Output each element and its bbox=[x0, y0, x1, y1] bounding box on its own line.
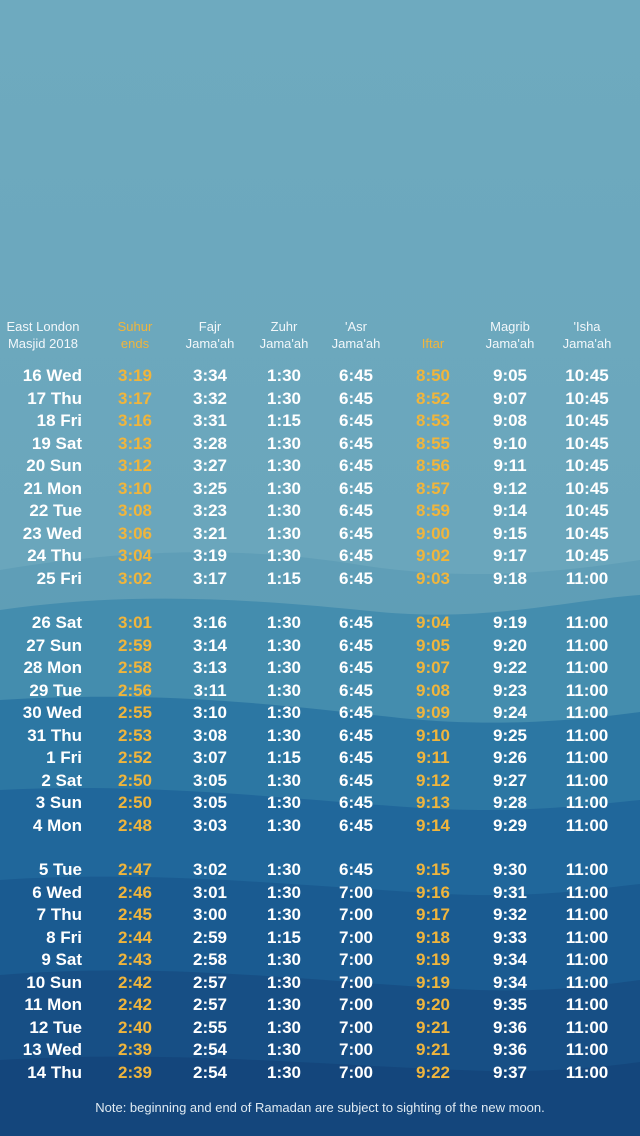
row-asr-time: 6:45 bbox=[338, 680, 374, 700]
row-iftar-time: 8:59 bbox=[415, 501, 451, 520]
row-magrib-time: 9:26 bbox=[492, 748, 528, 767]
column-header-asr-line1: 'Asr bbox=[345, 319, 367, 334]
row-suhur-time: 2:47 bbox=[117, 860, 153, 879]
row-asr-time: 6:45 bbox=[338, 501, 374, 520]
row-fajr-time: 3:03 bbox=[192, 815, 228, 835]
row-iftar-time: 9:19 bbox=[415, 972, 451, 992]
row-asr-time: 7:00 bbox=[338, 927, 374, 947]
row-fajr-time: 2:59 bbox=[192, 927, 228, 947]
row-fajr-time: 3:08 bbox=[192, 725, 228, 745]
row-iftar-time: 9:20 bbox=[415, 995, 451, 1014]
row-zuhr-time: 1:30 bbox=[266, 366, 302, 385]
row-suhur-time: 2:48 bbox=[117, 815, 153, 835]
row-iftar-time: 9:16 bbox=[415, 882, 451, 902]
row-date: 27 Sun bbox=[26, 635, 82, 655]
column-header-zuhr-line2: Jama'ah bbox=[259, 336, 309, 351]
row-zuhr-time: 1:30 bbox=[266, 613, 302, 632]
column-header-asr bbox=[316, 318, 396, 352]
row-fajr-time: 2:54 bbox=[192, 1040, 228, 1059]
column-header-isha bbox=[547, 318, 627, 352]
row-fajr-time: 3:25 bbox=[192, 478, 228, 498]
row-suhur-time: 2:42 bbox=[117, 995, 153, 1014]
row-zuhr-time: 1:30 bbox=[266, 433, 302, 453]
row-suhur-time: 3:12 bbox=[117, 456, 153, 475]
row-fajr-time: 3:31 bbox=[192, 411, 228, 430]
row-isha-time: 11:00 bbox=[565, 815, 609, 835]
row-magrib-time: 9:27 bbox=[492, 770, 528, 790]
column-header-zuhr bbox=[244, 318, 324, 352]
row-iftar-time: 9:11 bbox=[416, 748, 450, 767]
row-suhur-time: 2:50 bbox=[117, 770, 153, 790]
column-header-suhur-line1: Suhur bbox=[117, 319, 153, 334]
row-date: 28 Mon bbox=[23, 658, 82, 677]
row-asr-time: 7:00 bbox=[338, 972, 374, 992]
row-magrib-time: 9:34 bbox=[492, 972, 528, 992]
row-magrib-time: 9:05 bbox=[492, 366, 528, 385]
row-zuhr-time: 1:30 bbox=[266, 1017, 302, 1037]
row-zuhr-time: 1:30 bbox=[266, 1040, 302, 1059]
row-suhur-time: 3:02 bbox=[117, 568, 153, 588]
row-asr-time: 7:00 bbox=[338, 995, 374, 1014]
row-zuhr-time: 1:30 bbox=[266, 680, 302, 700]
row-date: 7 Thu bbox=[36, 905, 82, 924]
row-date: 26 Sat bbox=[31, 613, 82, 632]
row-fajr-time: 3:23 bbox=[192, 501, 228, 520]
row-iftar-time: 9:05 bbox=[415, 635, 451, 655]
row-magrib-time: 9:07 bbox=[492, 388, 528, 408]
row-suhur-time: 3:17 bbox=[117, 388, 153, 408]
row-zuhr-time: 1:30 bbox=[266, 456, 302, 475]
row-zuhr-time: 1:15 bbox=[266, 411, 302, 430]
row-fajr-time: 3:01 bbox=[192, 882, 228, 902]
row-iftar-time: 9:09 bbox=[415, 703, 451, 722]
row-date: 23 Wed bbox=[22, 523, 82, 543]
row-isha-time: 11:00 bbox=[565, 1017, 609, 1037]
row-fajr-time: 3:17 bbox=[192, 568, 228, 588]
row-date: 13 Wed bbox=[22, 1040, 82, 1059]
row-iftar-time: 8:57 bbox=[415, 478, 451, 498]
row-magrib-time: 9:11 bbox=[493, 456, 527, 475]
row-asr-time: 6:45 bbox=[338, 635, 374, 655]
row-zuhr-time: 1:15 bbox=[266, 748, 302, 767]
row-magrib-time: 9:36 bbox=[492, 1017, 528, 1037]
row-fajr-time: 2:54 bbox=[192, 1062, 228, 1082]
row-asr-time: 6:45 bbox=[338, 411, 374, 430]
row-asr-time: 6:45 bbox=[338, 748, 374, 767]
row-isha-time: 11:00 bbox=[565, 860, 609, 879]
column-header-iftar-line2: Iftar bbox=[421, 336, 445, 351]
row-fajr-time: 2:55 bbox=[192, 1017, 228, 1037]
row-zuhr-time: 1:30 bbox=[266, 478, 302, 498]
row-fajr-time: 2:57 bbox=[192, 995, 228, 1014]
row-iftar-time: 8:53 bbox=[415, 411, 451, 430]
row-suhur-time: 2:55 bbox=[117, 703, 153, 722]
row-fajr-time: 3:34 bbox=[192, 366, 228, 385]
row-iftar-time: 9:08 bbox=[415, 680, 451, 700]
row-magrib-time: 9:19 bbox=[492, 613, 528, 632]
row-isha-time: 10:45 bbox=[565, 388, 609, 408]
row-fajr-time: 3:27 bbox=[192, 456, 228, 475]
row-asr-time: 6:45 bbox=[338, 613, 374, 632]
row-isha-time: 11:00 bbox=[565, 950, 609, 969]
row-asr-time: 6:45 bbox=[338, 860, 374, 879]
row-isha-time: 11:00 bbox=[565, 927, 609, 947]
row-suhur-time: 2:53 bbox=[117, 725, 153, 745]
row-magrib-time: 9:33 bbox=[492, 927, 528, 947]
row-date: 19 Sat bbox=[31, 433, 82, 453]
row-fajr-time: 3:10 bbox=[192, 703, 228, 722]
row-suhur-time: 3:13 bbox=[117, 433, 153, 453]
column-header-asr-line2: Jama'ah bbox=[331, 336, 381, 351]
row-asr-time: 7:00 bbox=[338, 905, 374, 924]
row-iftar-time: 9:02 bbox=[415, 546, 451, 565]
column-header-isha-line2: Jama'ah bbox=[562, 336, 612, 351]
row-zuhr-time: 1:30 bbox=[266, 815, 302, 835]
row-suhur-time: 2:50 bbox=[117, 793, 153, 812]
row-magrib-time: 9:37 bbox=[492, 1062, 528, 1082]
row-suhur-time: 2:52 bbox=[117, 748, 153, 767]
row-suhur-time: 3:10 bbox=[117, 478, 153, 498]
row-date: 17 Thu bbox=[27, 388, 82, 408]
row-zuhr-time: 1:30 bbox=[266, 635, 302, 655]
row-asr-time: 6:45 bbox=[338, 366, 374, 385]
row-suhur-time: 2:42 bbox=[117, 972, 153, 992]
row-zuhr-time: 1:30 bbox=[266, 658, 302, 677]
row-suhur-time: 3:01 bbox=[117, 613, 153, 632]
row-zuhr-time: 1:30 bbox=[266, 793, 302, 812]
row-asr-time: 6:45 bbox=[338, 523, 374, 543]
row-magrib-time: 9:18 bbox=[492, 568, 528, 588]
row-date: 20 Sun bbox=[26, 456, 82, 475]
row-asr-time: 6:45 bbox=[338, 433, 374, 453]
row-magrib-time: 9:29 bbox=[492, 815, 528, 835]
row-asr-time: 6:45 bbox=[338, 478, 374, 498]
row-asr-time: 6:45 bbox=[338, 815, 374, 835]
row-isha-time: 10:45 bbox=[565, 433, 609, 453]
row-zuhr-time: 1:30 bbox=[266, 523, 302, 543]
row-magrib-time: 9:34 bbox=[492, 950, 528, 969]
row-asr-time: 6:45 bbox=[338, 658, 374, 677]
column-header-isha-line1: 'Isha bbox=[573, 319, 601, 334]
row-fajr-time: 3:05 bbox=[192, 770, 228, 790]
row-suhur-time: 2:46 bbox=[117, 882, 153, 902]
row-magrib-time: 9:25 bbox=[492, 725, 528, 745]
row-fajr-time: 3:14 bbox=[192, 635, 228, 655]
row-fajr-time: 3:32 bbox=[192, 388, 228, 408]
row-asr-time: 7:00 bbox=[338, 1040, 374, 1059]
row-magrib-time: 9:23 bbox=[492, 680, 528, 700]
row-magrib-time: 9:08 bbox=[492, 411, 528, 430]
row-isha-time: 11:00 bbox=[565, 725, 609, 745]
row-magrib-time: 9:32 bbox=[492, 905, 528, 924]
row-date: 11 Mon bbox=[24, 995, 82, 1014]
row-zuhr-time: 1:30 bbox=[266, 501, 302, 520]
row-suhur-time: 2:40 bbox=[117, 1017, 153, 1037]
row-date: 9 Sat bbox=[41, 950, 82, 969]
row-date: 18 Fri bbox=[36, 411, 82, 430]
row-suhur-time: 2:39 bbox=[117, 1040, 153, 1059]
masjid-title-line2: Masjid 2018 bbox=[7, 336, 79, 351]
row-asr-time: 6:45 bbox=[338, 568, 374, 588]
row-magrib-time: 9:14 bbox=[492, 501, 528, 520]
row-date: 6 Wed bbox=[32, 882, 82, 902]
row-isha-time: 10:45 bbox=[565, 366, 609, 385]
column-header-fajr bbox=[170, 318, 250, 352]
row-fajr-time: 3:11 bbox=[193, 680, 227, 700]
row-suhur-time: 3:08 bbox=[117, 501, 153, 520]
row-asr-time: 7:00 bbox=[338, 1062, 374, 1082]
row-magrib-time: 9:20 bbox=[492, 635, 528, 655]
row-date: 8 Fri bbox=[46, 927, 82, 947]
row-isha-time: 10:45 bbox=[565, 456, 609, 475]
row-date: 30 Wed bbox=[22, 703, 82, 722]
row-isha-time: 11:00 bbox=[565, 972, 609, 992]
row-zuhr-time: 1:30 bbox=[266, 995, 302, 1014]
column-header-iftar bbox=[393, 318, 473, 352]
row-date: 12 Tue bbox=[29, 1017, 82, 1037]
row-zuhr-time: 1:30 bbox=[266, 725, 302, 745]
row-asr-time: 6:45 bbox=[338, 388, 374, 408]
row-fajr-time: 3:00 bbox=[192, 905, 228, 924]
row-iftar-time: 9:12 bbox=[415, 770, 451, 790]
row-fajr-time: 3:05 bbox=[192, 793, 228, 812]
row-isha-time: 11:00 bbox=[565, 995, 609, 1014]
row-iftar-time: 9:21 bbox=[415, 1017, 451, 1037]
row-iftar-time: 9:14 bbox=[415, 815, 451, 835]
row-iftar-time: 9:07 bbox=[415, 658, 451, 677]
row-asr-time: 7:00 bbox=[338, 1017, 374, 1037]
row-iftar-time: 9:03 bbox=[415, 568, 451, 588]
row-zuhr-time: 1:30 bbox=[266, 770, 302, 790]
row-iftar-time: 9:21 bbox=[415, 1040, 451, 1059]
row-fajr-time: 3:02 bbox=[192, 860, 228, 879]
row-date: 4 Mon bbox=[32, 815, 82, 835]
row-fajr-time: 3:28 bbox=[192, 433, 228, 453]
row-zuhr-time: 1:30 bbox=[266, 950, 302, 969]
row-zuhr-time: 1:30 bbox=[266, 703, 302, 722]
row-suhur-time: 2:39 bbox=[117, 1062, 153, 1082]
row-date: 5 Tue bbox=[38, 860, 82, 879]
row-isha-time: 11:00 bbox=[565, 770, 609, 790]
row-asr-time: 7:00 bbox=[338, 950, 374, 969]
row-suhur-time: 2:44 bbox=[117, 927, 153, 947]
row-zuhr-time: 1:30 bbox=[266, 860, 302, 879]
column-header-magrib-line2: Jama'ah bbox=[485, 336, 535, 351]
row-asr-time: 6:45 bbox=[338, 546, 374, 565]
row-isha-time: 11:00 bbox=[565, 703, 609, 722]
row-suhur-time: 2:58 bbox=[117, 658, 153, 677]
row-zuhr-time: 1:30 bbox=[266, 546, 302, 565]
row-fajr-time: 3:13 bbox=[192, 658, 228, 677]
row-magrib-time: 9:35 bbox=[492, 995, 528, 1014]
masjid-title bbox=[0, 318, 86, 352]
column-header-iftar-line1 bbox=[393, 318, 473, 335]
row-magrib-time: 9:22 bbox=[492, 658, 528, 677]
row-zuhr-time: 1:30 bbox=[266, 1062, 302, 1082]
row-iftar-time: 8:55 bbox=[415, 433, 451, 453]
row-iftar-time: 9:19 bbox=[415, 950, 451, 969]
row-date: 21 Mon bbox=[23, 478, 82, 498]
row-isha-time: 11:00 bbox=[565, 793, 609, 812]
row-isha-time: 10:45 bbox=[565, 478, 609, 498]
row-isha-time: 10:45 bbox=[565, 523, 609, 543]
row-iftar-time: 9:13 bbox=[415, 793, 451, 812]
row-iftar-time: 8:50 bbox=[415, 366, 451, 385]
row-iftar-time: 9:10 bbox=[415, 725, 451, 745]
row-date: 10 Sun bbox=[26, 972, 82, 992]
row-suhur-time: 3:16 bbox=[117, 411, 153, 430]
row-iftar-time: 9:22 bbox=[415, 1062, 451, 1082]
row-fajr-time: 3:19 bbox=[192, 546, 228, 565]
row-isha-time: 11:00 bbox=[565, 635, 609, 655]
row-isha-time: 11:00 bbox=[565, 568, 609, 588]
row-fajr-time: 3:16 bbox=[192, 613, 228, 632]
row-date: 24 Thu bbox=[27, 546, 82, 565]
row-zuhr-time: 1:30 bbox=[266, 972, 302, 992]
row-date: 22 Tue bbox=[29, 501, 82, 520]
row-date: 31 Thu bbox=[27, 725, 82, 745]
row-date: 25 Fri bbox=[36, 568, 82, 588]
row-zuhr-time: 1:30 bbox=[266, 905, 302, 924]
row-iftar-time: 9:17 bbox=[415, 905, 451, 924]
row-date: 14 Thu bbox=[27, 1062, 82, 1082]
row-iftar-time: 8:56 bbox=[415, 456, 451, 475]
row-isha-time: 11:00 bbox=[565, 748, 609, 767]
column-header-suhur bbox=[95, 318, 175, 352]
row-asr-time: 7:00 bbox=[338, 882, 374, 902]
row-isha-time: 10:45 bbox=[565, 546, 609, 565]
row-magrib-time: 9:31 bbox=[492, 882, 528, 902]
row-fajr-time: 2:57 bbox=[192, 972, 228, 992]
row-zuhr-time: 1:30 bbox=[266, 882, 302, 902]
row-zuhr-time: 1:15 bbox=[266, 927, 302, 947]
row-date: 16 Wed bbox=[22, 366, 82, 385]
row-asr-time: 6:45 bbox=[338, 770, 374, 790]
row-asr-time: 6:45 bbox=[338, 793, 374, 812]
row-magrib-time: 9:10 bbox=[492, 433, 528, 453]
row-magrib-time: 9:36 bbox=[492, 1040, 528, 1059]
row-magrib-time: 9:12 bbox=[492, 478, 528, 498]
row-isha-time: 10:45 bbox=[565, 501, 609, 520]
row-magrib-time: 9:15 bbox=[492, 523, 528, 543]
masjid-title-line1: East London bbox=[6, 319, 80, 334]
row-isha-time: 11:00 bbox=[565, 680, 609, 700]
row-isha-time: 11:00 bbox=[565, 613, 609, 632]
row-date: 3 Sun bbox=[35, 793, 82, 812]
row-fajr-time: 2:58 bbox=[192, 950, 228, 969]
ramadan-note: Note: beginning and end of Ramadan are subject to sighting of the new moon. bbox=[95, 1100, 545, 1115]
column-header-fajr-line2: Jama'ah bbox=[185, 336, 235, 351]
row-zuhr-time: 1:15 bbox=[266, 568, 302, 588]
column-header-fajr-line1: Fajr bbox=[198, 319, 222, 334]
column-header-suhur-line2: ends bbox=[120, 336, 150, 351]
column-header-magrib bbox=[470, 318, 550, 352]
column-header-magrib-line1: Magrib bbox=[490, 319, 530, 334]
row-asr-time: 6:45 bbox=[338, 703, 374, 722]
row-suhur-time: 2:59 bbox=[117, 635, 153, 655]
row-iftar-time: 9:15 bbox=[415, 860, 451, 879]
row-isha-time: 11:00 bbox=[565, 1040, 609, 1059]
row-magrib-time: 9:28 bbox=[492, 793, 528, 812]
row-isha-time: 11:00 bbox=[565, 1062, 609, 1082]
row-asr-time: 6:45 bbox=[338, 725, 374, 745]
row-date: 29 Tue bbox=[29, 680, 82, 700]
row-suhur-time: 3:04 bbox=[117, 546, 153, 565]
row-isha-time: 11:00 bbox=[565, 658, 609, 677]
row-suhur-time: 3:19 bbox=[117, 366, 153, 385]
row-iftar-time: 9:18 bbox=[415, 927, 451, 947]
row-suhur-time: 2:45 bbox=[117, 905, 153, 924]
column-header-zuhr-line1: Zuhr bbox=[270, 319, 298, 334]
row-magrib-time: 9:24 bbox=[492, 703, 528, 722]
row-date: 1 Fri bbox=[46, 748, 82, 767]
row-fajr-time: 3:21 bbox=[192, 523, 228, 543]
row-isha-time: 10:45 bbox=[565, 411, 609, 430]
row-magrib-time: 9:17 bbox=[492, 546, 528, 565]
row-magrib-time: 9:30 bbox=[492, 860, 528, 879]
row-zuhr-time: 1:30 bbox=[266, 388, 302, 408]
row-date: 2 Sat bbox=[41, 770, 82, 790]
row-suhur-time: 2:43 bbox=[117, 950, 153, 969]
row-suhur-time: 2:56 bbox=[117, 680, 153, 700]
row-suhur-time: 3:06 bbox=[117, 523, 153, 543]
row-isha-time: 11:00 bbox=[565, 882, 609, 902]
row-asr-time: 6:45 bbox=[338, 456, 374, 475]
row-isha-time: 11:00 bbox=[565, 905, 609, 924]
row-iftar-time: 8:52 bbox=[415, 388, 451, 408]
row-iftar-time: 9:04 bbox=[415, 613, 451, 632]
row-fajr-time: 3:07 bbox=[192, 748, 228, 767]
row-iftar-time: 9:00 bbox=[415, 523, 451, 543]
